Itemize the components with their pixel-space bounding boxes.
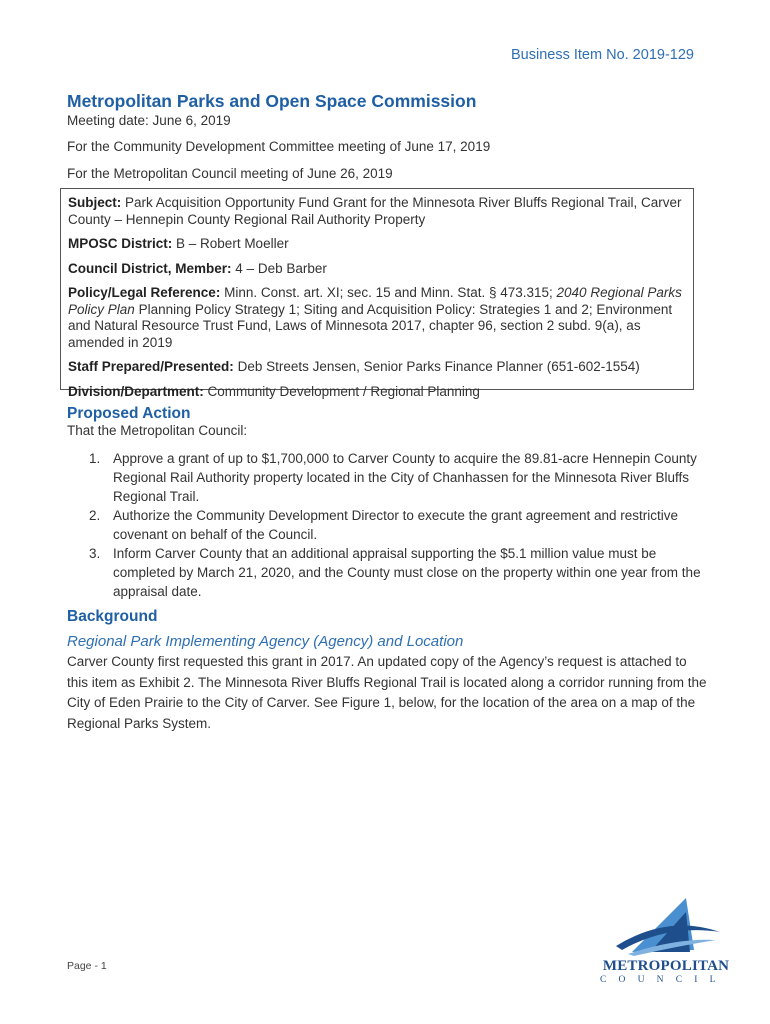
background-paragraph: Carver County first requested this grant in 2017. An updated copy of the Agency’s request is attached to this item as Exhibit 2. The Minnesota River Bluffs Regional Trail is located along a corridor running from the City of Eden Prairie to the City of Carver. See Figure 1, below, for the location of the area on a map of the Regional Parks System. <box>67 654 707 731</box>
business-item-number: Business Item No. 2019-129 <box>511 47 694 63</box>
list-item-number: 2. <box>89 508 101 523</box>
council-meeting-line: For the Metropolitan Council meeting of June 26, 2019 <box>67 166 393 181</box>
council-district-label: Council District, Member: <box>68 260 232 276</box>
policy-reference-text-1: Minn. Const. art. XI; sec. 15 and Minn. Stat. § 473.315; <box>224 285 553 300</box>
council-district-text: 4 – Deb Barber <box>235 260 327 276</box>
swoosh-logo-icon <box>598 890 734 960</box>
staff-text: Deb Streets Jensen, Senior Parks Finance Planner (651-602-1554) <box>237 359 640 374</box>
summary-box <box>60 188 694 399</box>
list-item-text: Inform Carver County that an additional appraisal supporting the $5.1 million value must be completed by March 21, 2020, and the County must close on the property within one year from the appraisal date. <box>113 546 701 599</box>
meeting-date: Meeting date: June 6, 2019 <box>67 113 231 128</box>
list-item <box>67 544 707 601</box>
division-line <box>68 384 686 401</box>
list-item <box>67 506 707 544</box>
list-item-text: Approve a grant of up to $1,700,000 to Carver County to acquire the 89.81-acre Hennepin County Regional Rail Authority property located in the City of Chanhassen for the Minnesota River Bluffs Regional Trail. <box>113 451 697 504</box>
policy-reference-label: Policy/Legal Reference: <box>68 285 221 300</box>
agency-location-subheading: Regional Park Implementing Agency (Agency) and Location <box>67 633 464 650</box>
proposed-action-intro: That the Metropolitan Council: <box>67 423 248 438</box>
policy-reference-text-2: Planning Policy Strategy 1; Siting and Acquisition Policy: Strategies 1 and 2; Environment and Natural Resource Trust Fund, Laws of Minnesota 2017, chapter 96, section 2 subd. 9(a), as amended in 2019 <box>68 301 673 350</box>
proposed-action-list <box>67 449 707 601</box>
policy-plan-title: 2040 Regional Parks Policy Plan <box>68 285 682 317</box>
list-item-number: 3. <box>89 546 101 561</box>
council-district-line <box>68 261 686 278</box>
subject-text: Park Acquisition Opportunity Fund Grant for the Minnesota River Bluffs Regional Trail, Carver County – Hennepin County Regional Rail Authority Property <box>68 195 682 227</box>
subject-line <box>68 195 686 228</box>
background-heading: Background <box>67 608 158 625</box>
logo-wordmark: METROPOLITAN <box>602 958 730 974</box>
list-item-text: Authorize the Community Development Director to execute the grant agreement and restrictive covenant on behalf of the Council. <box>113 508 679 542</box>
page-number: Page - 1 <box>67 960 107 972</box>
division-text: Community Development / Regional Planning <box>207 383 480 399</box>
list-item <box>67 449 707 506</box>
subject-label: Subject: <box>68 195 122 210</box>
staff-line <box>68 359 686 376</box>
policy-reference-line <box>68 285 686 351</box>
page-title: Metropolitan Parks and Open Space Commission <box>67 91 477 111</box>
division-label: Division/Department: <box>68 383 204 399</box>
logo-subtitle: COUNCIL <box>600 975 728 985</box>
metropolitan-council-logo <box>598 890 734 990</box>
district-label: MPOSC District: <box>68 236 173 251</box>
list-item-number: 1. <box>89 451 101 466</box>
committee-meeting-line: For the Community Development Committee meeting of June 17, 2019 <box>67 139 491 154</box>
district-text: B – Robert Moeller <box>176 236 289 251</box>
proposed-action-heading: Proposed Action <box>67 405 191 422</box>
district-line <box>68 236 686 253</box>
staff-label: Staff Prepared/Presented: <box>68 359 234 374</box>
